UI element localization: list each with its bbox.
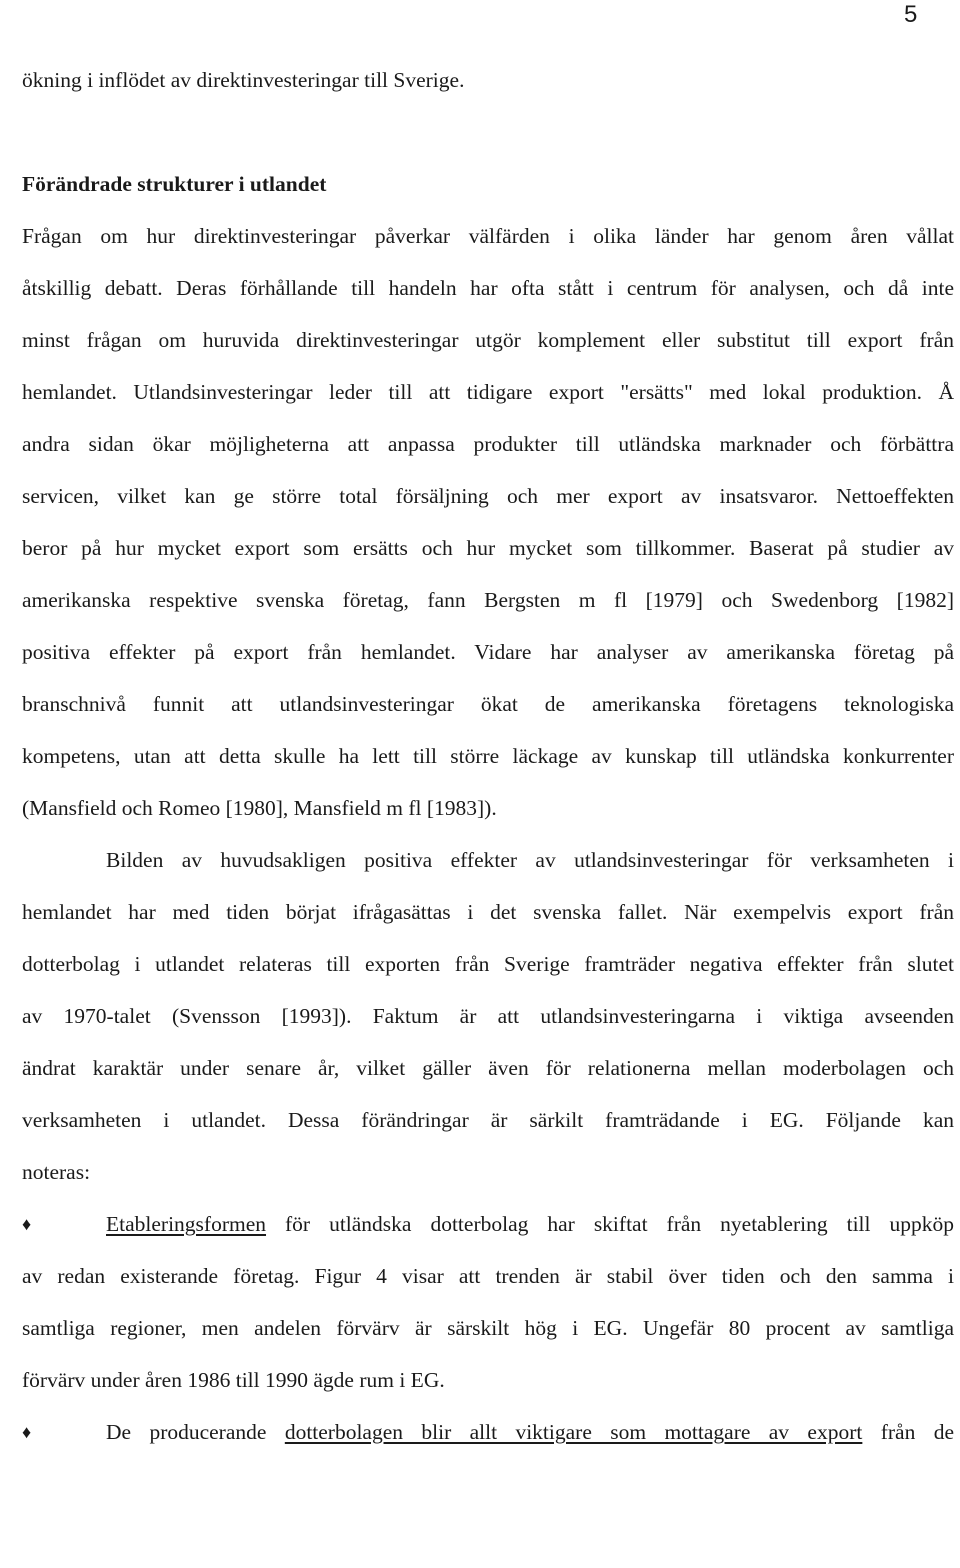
text-line: verksamheten i utlandet. Dessa förändringar är särkilt framträdande i EG. Följande kan [22,1108,954,1132]
bullet-text: De producerande [106,1420,285,1444]
text-line: (Mansfield och Romeo [1980], Mansfield m fl [1983]). [22,796,497,820]
bullet-text: från de [862,1420,955,1444]
text-line: amerikanska respektive svenska företag, fann Bergsten m fl [1979] och Swedenborg [1982] [22,588,954,612]
bullet-text: för utländska dotterbolag har skiftat från nyetablering till uppköp [266,1212,954,1236]
text-line: noteras: [22,1160,91,1184]
underlined-phrase: dotterbolagen blir allt viktigare som mottagare av export [284,1420,863,1444]
text-line: andra sidan ökar möjligheterna att anpassa produkter till utländska marknader och förbättra [22,432,954,456]
text-line: av 1970-talet (Svensson [1993]). Faktum är att utlandsinvesteringarna i viktiga avseenden [22,1004,954,1028]
text-line: Frågan om hur direktinvesteringar påverkar välfärden i olika länder har genom åren vållat [22,224,954,248]
text-line: hemlandet har med tiden börjat ifrågasättas i det svenska fallet. När exempelvis export från [22,900,954,924]
text-line: ökning i inflödet av direktinvesteringar till Sverige. [22,68,465,92]
text-line: servicen, vilket kan ge större total försäljning och mer export av insatsvaror. Nettoeffekten [22,484,954,508]
text-line: hemlandet. Utlandsinvesteringar leder till att tidigare export "ersätts" med lokal produktion. Å [22,380,954,404]
text-line: samtliga regioner, men andelen förvärv är särskilt hög i EG. Ungefär 80 procent av samtliga [22,1316,954,1340]
bullet-diamond-icon: ♦ [22,1214,32,1234]
text-line: minst frågan om huruvida direktinvesteringar utgör komplement eller substitut till export från [22,328,954,352]
text-line: branschnivå funnit att utlandsinvesteringar ökat de amerikanska företagens teknologiska [22,692,954,716]
text-line: kompetens, utan att detta skulle ha lett till större läckage av kunskap till utländska konkurrenter [22,744,954,768]
text-line: Bilden av huvudsakligen positiva effekter av utlandsinvesteringar för verksamheten i [106,848,954,872]
text-line: förvärv under åren 1986 till 1990 ägde rum i EG. [22,1368,445,1392]
text-line: beror på hur mycket export som ersätts och hur mycket som tillkommer. Baserat på studier av [22,536,954,560]
bullet-item-line [106,1418,954,1446]
bullet-diamond-icon: ♦ [22,1422,32,1442]
text-line: av redan existerande företag. Figur 4 visar att trenden är stabil över tiden och den samma i [22,1264,954,1288]
text-line: åtskillig debatt. Deras förhållande till handeln har ofta stått i centrum för analysen, och då inte [22,276,954,300]
text-line: ändrat karaktär under senare år, vilket gäller även för relationerna mellan moderbolagen och [22,1056,954,1080]
underlined-term: Etableringsformen [106,1212,267,1236]
section-heading: Förändrade strukturer i utlandet [22,172,327,196]
page-number: 5 [904,1,918,28]
text-line: dotterbolag i utlandet relateras till exporten från Sverige framträder negativa effekter från slutet [22,952,954,976]
bullet-item-line [106,1210,954,1238]
text-line: positiva effekter på export från hemlandet. Vidare har analyser av amerikanska företag på [22,640,954,664]
